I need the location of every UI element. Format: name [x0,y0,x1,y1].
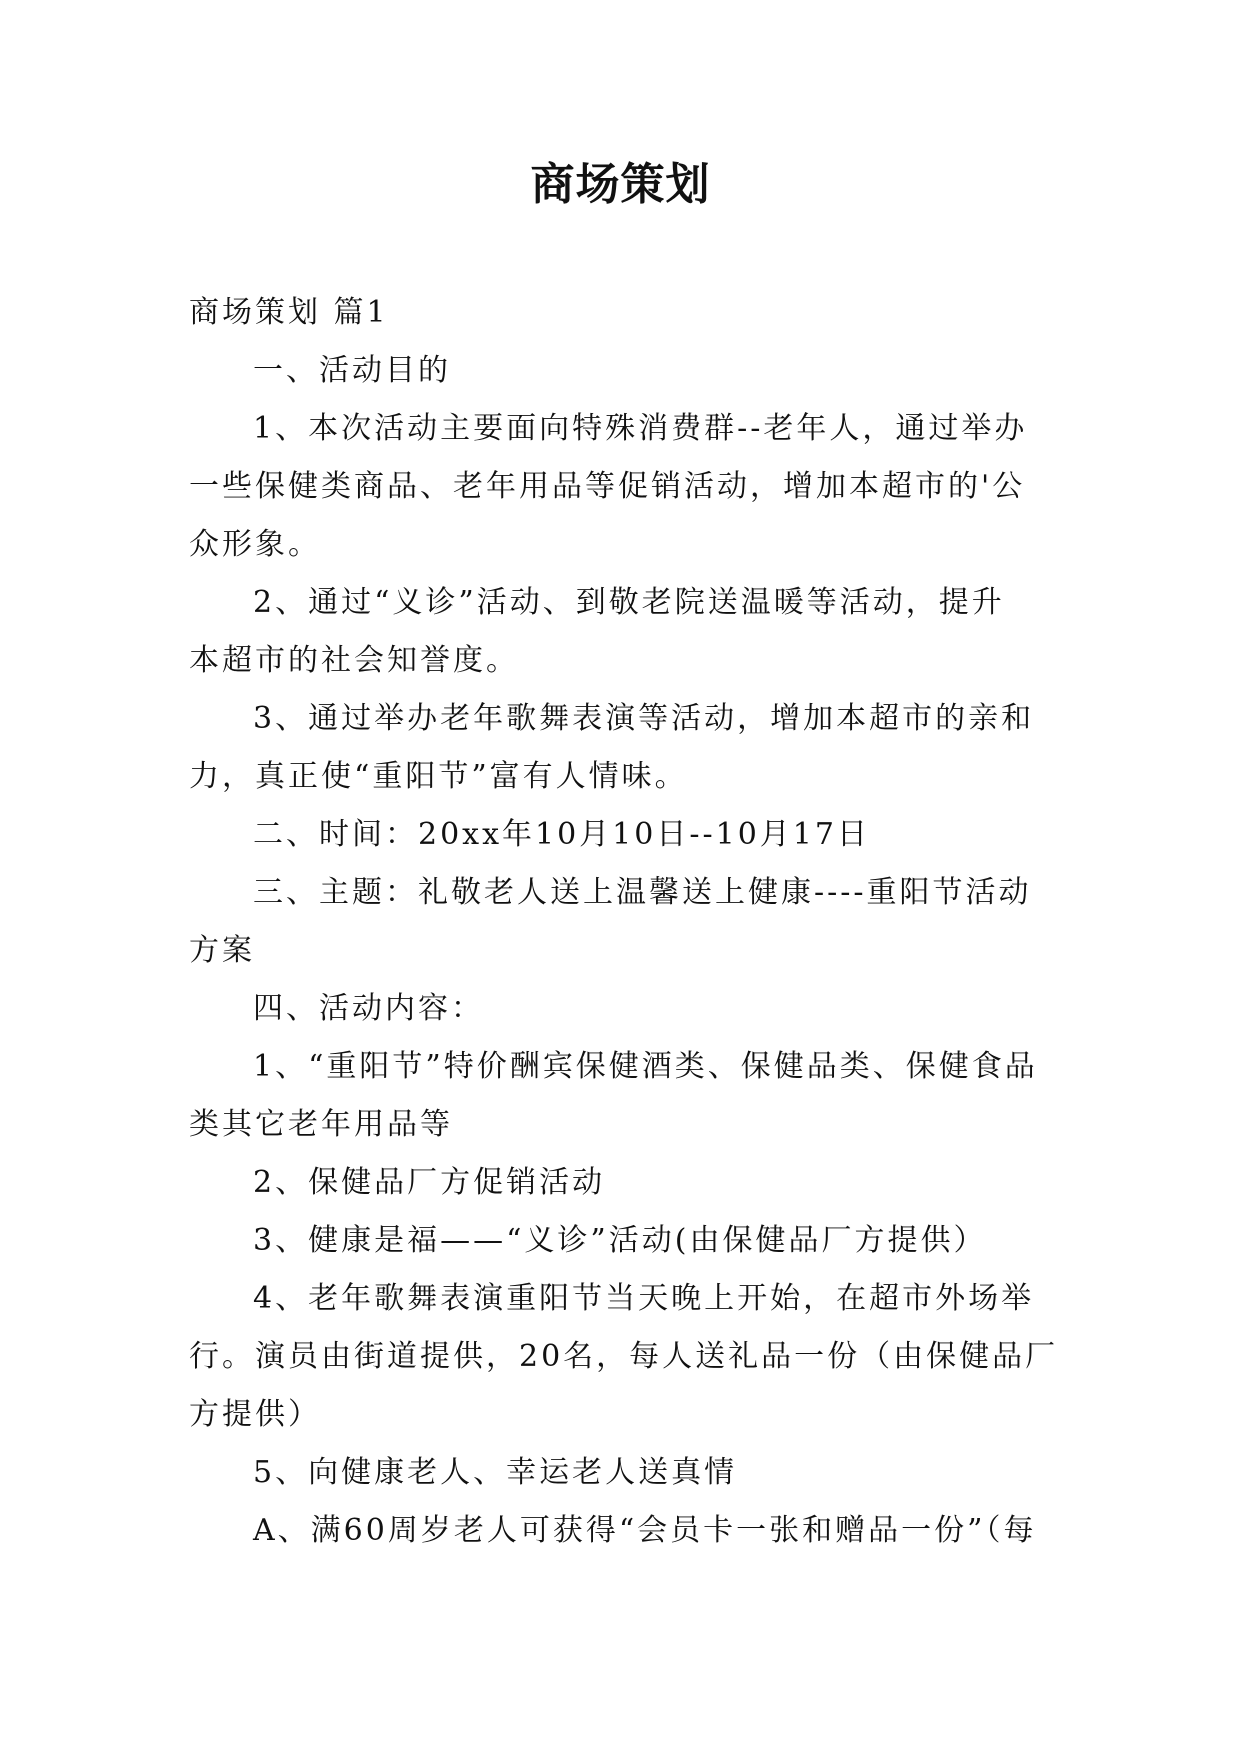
paragraph-line: 三、主题：礼敬老人送上温馨送上健康----重阳节活动 [253,875,1032,910]
paragraph-line: 方提供） [189,1397,321,1432]
paragraph-line: 力，真正使“重阳节”富有人情味。 [189,759,688,794]
paragraph-line: 2、保健品厂方促销活动 [253,1165,606,1200]
paragraph-line: 四、活动内容： [253,991,484,1026]
paragraph-line: 5、向健康老人、幸运老人送真情 [253,1455,738,1490]
paragraph-line: 1、本次活动主要面向特殊消费群--老年人，通过举办 [253,411,1028,446]
paragraph-line: 本超市的社会知誉度。 [189,643,519,678]
paragraph-line: 二、时间：20xx年10月10日--10月17日 [253,817,870,852]
paragraph-line: 一些保健类商品、老年用品等促销活动，增加本超市的'公 [189,469,1026,504]
document-body [189,284,1059,1560]
paragraph-line: 2、通过“义诊”活动、到敬老院送温暖等活动，提升 [253,585,1005,620]
paragraph-line: A、满60周岁老人可获得“会员卡一张和赠品一份”（每 [253,1513,1037,1548]
paragraph-line: 方案 [189,933,255,968]
paragraph-line: 一、活动目的 [253,353,451,388]
section-heading: 商场策划 篇1 [189,295,389,330]
document-title: 商场策划 [530,159,711,210]
paragraph-line: 类其它老年用品等 [189,1107,453,1142]
paragraph-line: 3、健康是福——“义诊”活动(由保健品厂方提供） [253,1223,987,1258]
paragraph-line: 3、通过举办老年歌舞表演等活动，增加本超市的亲和 [253,701,1035,736]
paragraph-line: 众形象。 [189,527,321,562]
paragraph-line: 行。演员由街道提供，20名，每人送礼品一份（由保健品厂 [189,1339,1059,1374]
paragraph-line: 1、“重阳节”特价酬宾保健酒类、保健品类、保健食品 [253,1049,1038,1084]
paragraph-line: 4、老年歌舞表演重阳节当天晚上开始，在超市外场举 [253,1281,1035,1316]
